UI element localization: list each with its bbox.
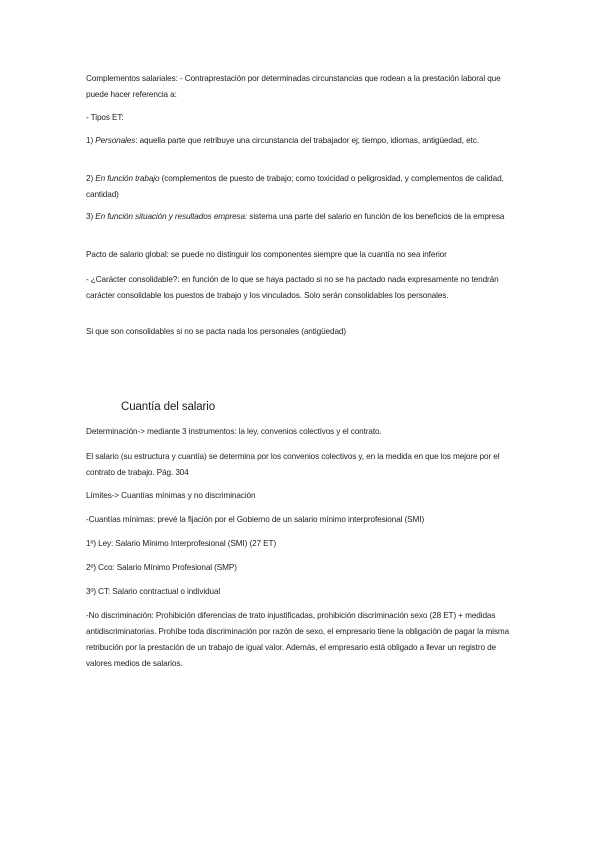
list-item-ley: 1º) Ley: Salario Mínimo Interprofesional (SMI) (27 ET) xyxy=(86,539,277,548)
list-item-cco: 2º) Cco: Salario Mínimo Profesional (SMP) xyxy=(86,563,237,572)
list-term: En función trabajo xyxy=(95,174,160,183)
paragraph-no-discriminacion: -No discriminación: Prohibición diferencias de trato injustificadas, prohibición discriminación sexo (28 ET) + medidas antidiscriminatorias. Prohíbe toda discriminación por razón de sexo, el empresario tiene la obligación de pagar la misma retribución por la prestación de un trabajo de igual valor. Además, el empresario está obligado a llevar un registro de valores medios de salarios. xyxy=(86,611,510,668)
section-heading: Cuantía del salario xyxy=(121,401,215,413)
paragraph-caracter-consolidable: - ¿Carácter consolidable?: en función de lo que se haya pactado si no se ha pactado nada expresamente no tendrán carácter consolidable los puestos de trabajo y los vinculados. Solo serán consolidables los personales. xyxy=(86,275,499,300)
paragraph-si-que: Si que son consolidables si no se pacta nada los personales (antigüedad) xyxy=(86,327,346,336)
paragraph-determinacion: Determinación-> mediante 3 instrumentos: la ley, convenios colectivos y el contrato. xyxy=(86,427,382,436)
list-item-funcion-trabajo xyxy=(86,171,520,203)
paragraph-limites: Límites-> Cuantías mínimas y no discriminación xyxy=(86,491,256,500)
list-number: 2) xyxy=(86,174,96,183)
paragraph-text: El salario (su estructura y cuantía) se determina por los convenios colectivos y, en la medida en que los mejore por el contrato de trabajo. xyxy=(86,452,500,477)
paragraph-pacto: Pacto de salario global: se puede no distinguir los componentes siempre que la cuantía no sea inferior xyxy=(86,250,447,259)
page-reference: Pág. 304 xyxy=(156,468,189,477)
list-text: (complementos de puesto de trabajo; como toxicidad o peligrosidad, y complementos de calidad, cantidad) xyxy=(86,174,504,199)
paragraph-cuantias-minimas: -Cuantías mínimas: prevé la fijación por el Gobierno de un salario mínimo interprofesional (SMI) xyxy=(86,515,425,524)
list-item-funcion-situacion xyxy=(86,209,520,225)
list-text: sistema una parte del salario en función de los beneficios de la empresa xyxy=(247,212,505,221)
list-text: : aquella parte que retribuye una circunstancia del trabajador ej; tiempo, idiomas, antigüedad, etc. xyxy=(135,136,479,145)
paragraph-tipos-et: - Tipos ET: xyxy=(86,113,124,122)
list-item-ct: 3º) CT: Salario contractual o individual xyxy=(86,587,221,596)
paragraph-el-salario xyxy=(86,449,520,481)
paragraph-complementos: Complementos salariales: - Contraprestación por determinadas circunstancias que rodean a la prestación laboral que puede hacer referencia a: xyxy=(86,74,501,99)
list-term: En función situación y resultados empresa: xyxy=(95,212,248,221)
list-item-personales xyxy=(86,133,520,149)
list-number: 3) xyxy=(86,212,96,221)
list-number: 1) xyxy=(86,136,96,145)
list-term: Personales xyxy=(95,136,136,145)
